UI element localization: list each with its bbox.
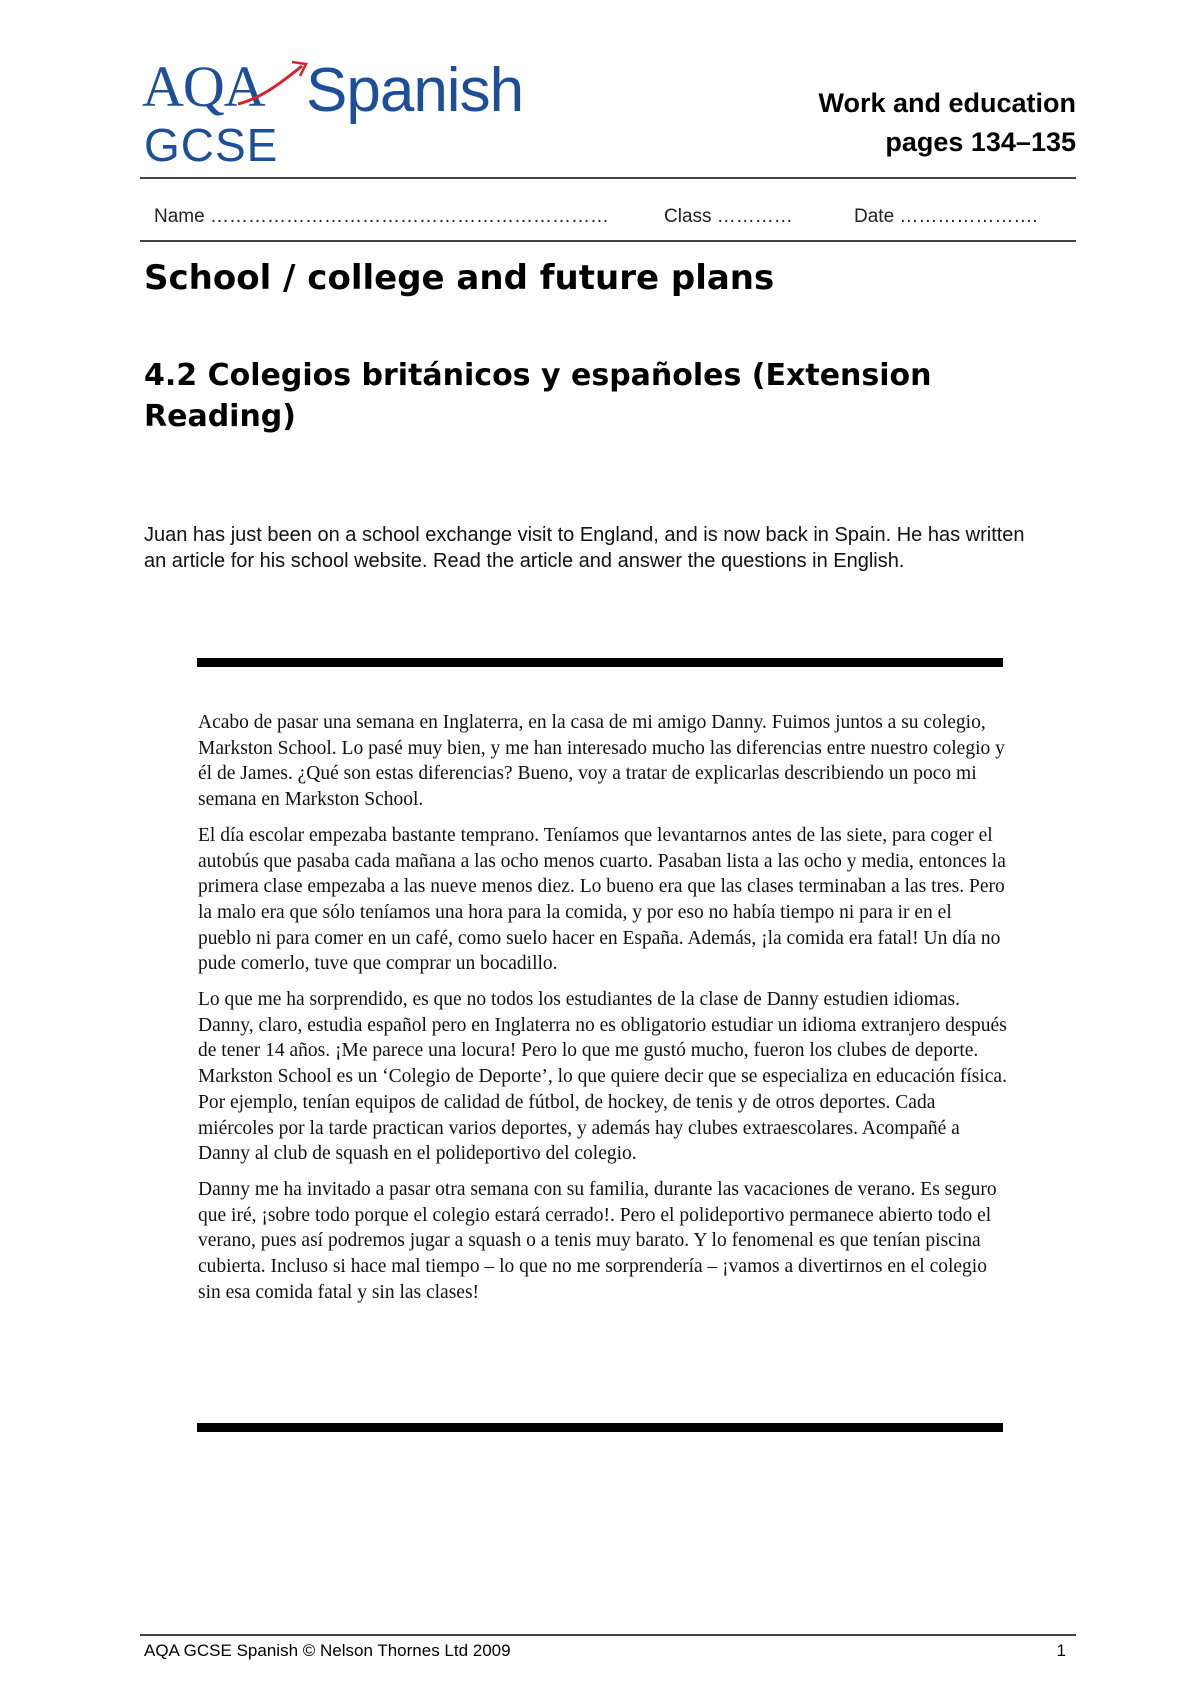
- logo-level-text: GCSE: [144, 119, 279, 171]
- section-info: [818, 84, 1076, 162]
- pages-reference: pages 134–135: [885, 127, 1076, 157]
- name-field[interactable]: Name ………………………………………………………: [154, 206, 609, 227]
- footer-copyright: AQA GCSE Spanish © Nelson Thornes Ltd 2009: [144, 1641, 511, 1660]
- page-number: 1: [1056, 1641, 1066, 1660]
- article-paragraph: El día escolar empezaba bastante temprano. Teníamos que levantarnos antes de las siete, para coger el autobús que pasaba cada mañana a las ocho menos cuarto. Pasaban lista a las ocho y media, entonces la primera clase empezaba a las nueve menos diez. Lo bueno era que las clases terminaban a las tres. Pero la malo era que sólo teníamos una hora para la comida, y por eso no había tiempo ni para ir en el pueblo ni para comer en un café, como suelo hacer en España. Además, ¡la comida era fatal! Un día no pude comerlo, tuve que comprar un bocadillo.: [198, 824, 1006, 975]
- article-bottom-border: [197, 1423, 1003, 1432]
- article-paragraph: Danny me ha invitado a pasar otra semana con su familia, durante las vacaciones de verano. Es seguro que iré, ¡sobre todo porque el colegio estará cerrado!. Pero el polideportivo permanece abierto todo el verano, pues así podremos jugar a squash o a tenis muy barato. Y lo fenomenal es que tenían piscina cubierta. Incluso si hace mal tiempo – lo que no me sorprendería – ¡vamos a divertirnos en el colegio sin esa comida fatal y sin las clases!: [198, 1178, 997, 1303]
- details-divider: [140, 240, 1076, 242]
- header-divider: [140, 177, 1076, 179]
- article-paragraph: Lo que me ha sorprendido, es que no todos los estudiantes de la clase de Danny estudien idiomas. Danny, claro, estudia español pero en Inglaterra no es obligatorio estudiar un idioma extranjero después de tener 14 años. ¡Me parece una locura! Pero lo que me gustó mucho, fueron los clubes de deporte. Markston School es un ‘Colegio de Deporte’, lo que quiere decir que se especializa en educación física. Por ejemplo, tenían equipos de calidad de fútbol, de hockey, de tenis y de otros deportes. Cada miércoles por la tarde practican varios deportes, y además hay clubes extraescolares. Acompañé a Danny al club de squash en el polideportivo del colegio.: [198, 989, 1007, 1165]
- date-field[interactable]: Date ………………….: [854, 206, 1038, 227]
- article-top-border: [197, 658, 1003, 667]
- page-title: School / college and future plans: [144, 258, 775, 298]
- instructions-text: Juan has just been on a school exchange visit to England, and is now back in Spain. He has written an article for his school website. Read the article and answer the questions in English.: [144, 524, 1025, 572]
- logo-subject-text: Spanish: [306, 56, 524, 125]
- reading-article: [198, 710, 1008, 1315]
- logo-swoosh-icon: [142, 54, 502, 171]
- topic-heading: Work and education: [818, 88, 1076, 118]
- logo-aqa-text: AQA: [142, 54, 265, 119]
- aqa-spanish-gcse-logo: [142, 54, 524, 171]
- class-field[interactable]: Class …………: [664, 206, 793, 227]
- article-paragraph: Acabo de pasar una semana en Inglaterra, en la casa de mi amigo Danny. Fuimos juntos a su colegio, Markston School. Lo pasé muy bien, y me han interesado mucho las diferencias entre nuestro colegio y él de James. ¿Qué son estas diferencias? Bueno, voy a tratar de explicarlas describiendo un poco mi semana en Markston School.: [198, 712, 1005, 811]
- section-subtitle: 4.2 Colegios británicos y españoles (Extension Reading): [144, 358, 932, 434]
- footer-divider: [140, 1634, 1076, 1636]
